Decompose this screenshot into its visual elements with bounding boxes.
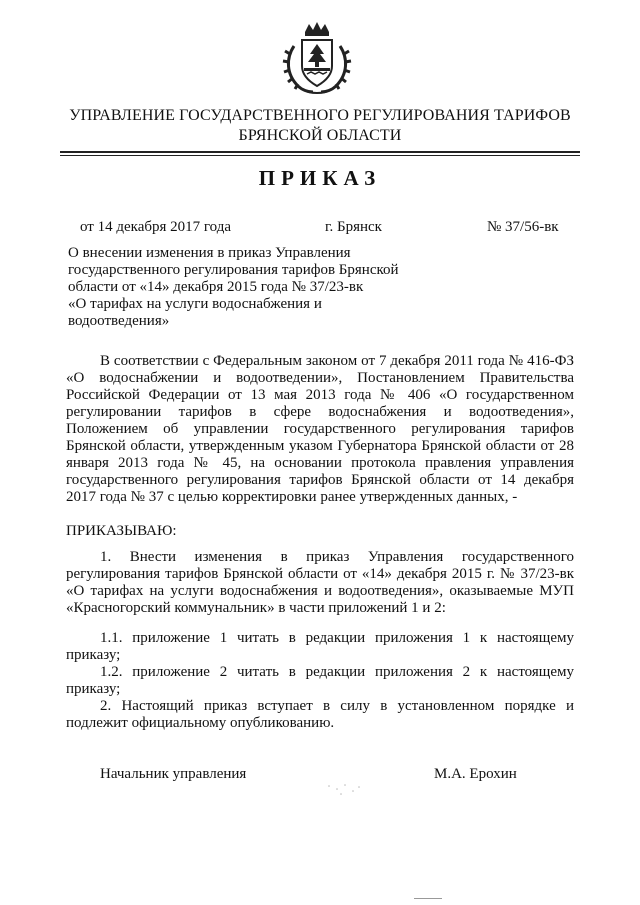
signatory-position: Начальник управления: [100, 766, 247, 782]
order-item-2: 2. Настоящий приказ вступает в силу в установленном порядке и подлежит официальному опубликованию.: [66, 698, 574, 731]
order-item-1: 1. Внести изменения в приказ Управления государственного регулирования тарифов Брянской области от «14» декабря 2015 г. № 37/23-вк «О тарифах на услуги водоснабжения и водоотведения», оказываемые МУП «Красногорский коммунальник» в части приложений 1 и 2:: [66, 549, 574, 616]
subject-line: государственного регулирования тарифов Брянской: [68, 262, 399, 278]
header-divider-thin: [60, 155, 580, 156]
subject-line: «О тарифах на услуги водоснабжения и: [68, 296, 322, 312]
subject-line: водоотведения»: [68, 313, 170, 329]
agency-name-line2: БРЯНСКОЙ ОБЛАСТИ: [238, 127, 402, 144]
coat-of-arms-icon: [280, 20, 354, 98]
preamble-paragraph: В соответствии с Федеральным законом от 7 декабря 2011 года № 416-ФЗ «О водоснабжении и водоотведении», Постановлением Правительства Российской Федерации от 13 мая 2013 года № 406 «О государственном регулировании тарифов в сфере водоснабжения и водоотведения», Положением об управлении государственного регулирования тарифов Брянской области, утвержденным указом Губернатора Брянской области от 28 января 2013 года № 45, на основании протокола правления управления государственного регулирования тарифов Брянской области от 14 декабря 2017 года № 37 с целью корректировки ранее утвержденных данных, -: [66, 353, 574, 505]
signatory-name: М.А. Ерохин: [434, 766, 517, 782]
order-word: ПРИКАЗЫВАЮ:: [66, 523, 177, 539]
agency-name: [0, 106, 640, 146]
agency-name-line1: УПРАВЛЕНИЕ ГОСУДАРСТВЕННОГО РЕГУЛИРОВАНИЯ ТАРИФОВ: [69, 107, 571, 124]
order-item-1-1: 1.1. приложение 1 читать в редакции приложения 1 к настоящему приказу;: [66, 630, 574, 663]
document-number: № 37/56-вк: [487, 219, 559, 235]
signature-mark: [325, 780, 365, 800]
document-date: от 14 декабря 2017 года: [80, 219, 232, 235]
subject-line: О внесении изменения в приказ Управления: [68, 245, 351, 261]
header-divider-thick: [60, 151, 580, 153]
page-footer-mark: [414, 898, 442, 899]
document-title: ПРИКАЗ: [258, 166, 382, 190]
subject-line: области от «14» декабря 2015 года № 37/23-вк: [68, 279, 364, 295]
document-subject: [68, 245, 399, 330]
document-city: г. Брянск: [325, 219, 382, 235]
order-item-1-2: 1.2. приложение 2 читать в редакции приложения 2 к настоящему приказу;: [66, 664, 574, 697]
